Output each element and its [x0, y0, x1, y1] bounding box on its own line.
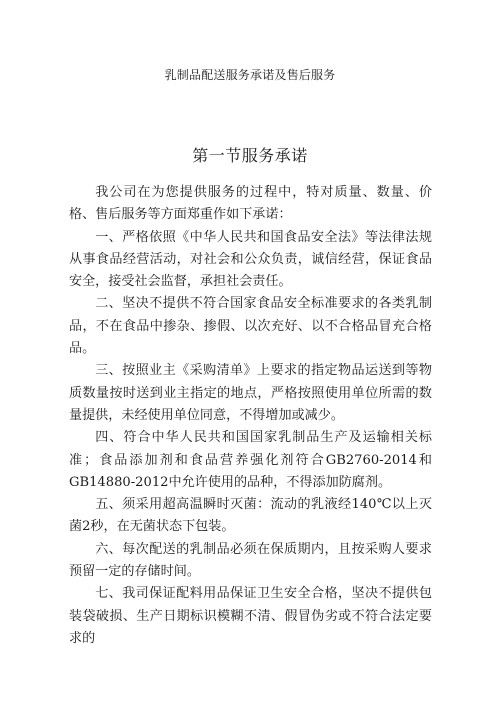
paragraph-item-7: 七、我司保证配料用品保证卫生安全合格，坚决不提供包装袋破损、生产日期标识模糊不清、假冒伪劣或不符合法定要求的 [69, 586, 432, 646]
section-title: 第一节服务承诺 [192, 146, 308, 165]
paragraph-item-5: 五、须采用超高温瞬时灭菌：流动的乳液经140℃以上灭菌2秒，在无菌状态下包装。 [69, 497, 432, 535]
document-header: 乳制品配送服务承诺及售后服务 [164, 68, 336, 82]
paragraph-item-6: 六、每次配送的乳制品必须在保质期内，且按采购人要求预留一定的存储时间。 [69, 541, 432, 580]
paragraph-item-3: 三、按照业主《采购清单》上要求的指定物品运送到等物质数量按时送到业主指定的地点，严格按照使用单位所需的数量提供，未经使用单位同意，不得增加或减少。 [69, 363, 432, 423]
paragraph-item-2: 二、坚决不提供不符合国家食品安全标准要求的各类乳制品，不在食品中掺杂、掺假、以次充好、以不合格品冒充合格品。 [69, 296, 432, 357]
document-body [69, 182, 432, 650]
paragraph-item-1: 一、严格依照《中华人民共和国食品安全法》等法律法规从事食品经营活动，对社会和公众负责，诚信经营，保证食品安全，接受社会监督，承担社会责任。 [69, 229, 432, 290]
paragraph-item-4: 四、符合中华人民共和国国家乳制品生产及运输相关标准；食品添加剂和食品营养强化剂符合GB2760-2014和GB14880-2012中允许使用的品种，不得添加防腐剂。 [69, 430, 432, 490]
paragraph-intro: 我公司在为您提供服务的过程中，特对质量、数量、价格、售后服务等方面郑重作如下承诺： [69, 185, 432, 223]
